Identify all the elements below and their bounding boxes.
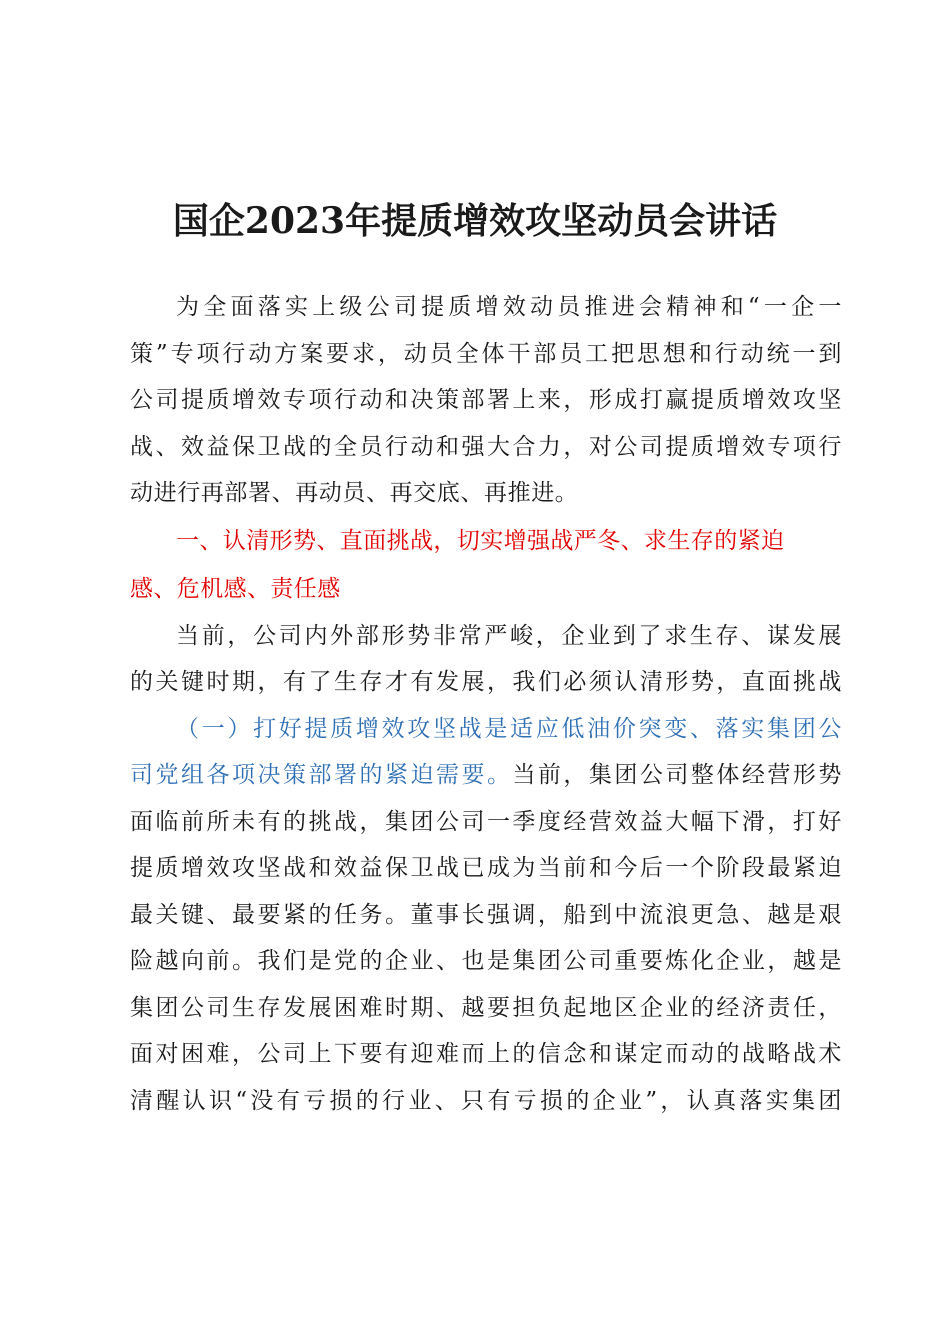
text-line: 当前，公司内外部形势非常严峻，企业到了求生存、谋发展: [176, 622, 842, 649]
text-line: 提质增效攻坚战和效益保卫战已成为当前和今后一个阶段最紧迫: [130, 855, 842, 881]
document-body: [130, 284, 842, 1124]
section1-paragraph: [130, 613, 842, 706]
subheading-tail: 司党组各项决策部署的紧迫需要。: [130, 762, 513, 788]
text-line: 清醒认识“没有亏损的行业、只有亏损的企业”，认真落实集团: [130, 1087, 842, 1114]
intro-paragraph: [130, 284, 842, 517]
text-line: 面临前所未有的挑战，集团公司一季度经营效益大幅下滑，打好: [130, 808, 842, 835]
text-line: 策”专项行动方案要求，动员全体干部员工把思想和行动统一到: [130, 340, 842, 367]
heading-line: 感、危机感、责任感: [130, 575, 341, 602]
text-line: 动进行再部署、再动员、再交底、再推进。: [130, 480, 579, 506]
text-line: 战、效益保卫战的全员行动和强大合力，对公司提质增效专项行: [130, 433, 842, 460]
text-line: 为全面落实上级公司提质增效动员推进会精神和“一企一: [176, 294, 842, 320]
heading-line: 一、认清形势、直面挑战，切实增强战严冬、求生存的紧迫: [176, 527, 785, 554]
text-line: 的关键时期，有了生存才有发展，我们必须认清形势，直面挑战: [130, 669, 842, 695]
text-line: 险越向前。我们是党的企业、也是集团公司重要炼化企业，越是: [130, 948, 842, 974]
text-segment: 当前，集团公司整体经营形势: [512, 762, 842, 788]
subsection-1: [130, 706, 842, 1125]
text-line: 集团公司生存发展困难时期、越要担负起地区企业的经济责任，: [130, 994, 842, 1021]
text-line: 面对困难，公司上下要有迎难而上的信念和谋定而动的战略战术: [130, 1041, 842, 1067]
text-line: [130, 752, 842, 799]
document-title: 国企2023年提质增效攻坚动员会讲话: [172, 200, 778, 242]
subheading-line: （一）打好提质增效攻坚战是适应低油价突变、落实集团公: [176, 715, 842, 742]
text-line: 公司提质增效专项行动和决策部署上来，形成打赢提质增效攻坚: [130, 387, 842, 413]
section-heading-1: [130, 517, 842, 613]
text-line: 最关键、最要紧的任务。董事长强调，船到中流浪更急、越是艰: [130, 901, 842, 928]
